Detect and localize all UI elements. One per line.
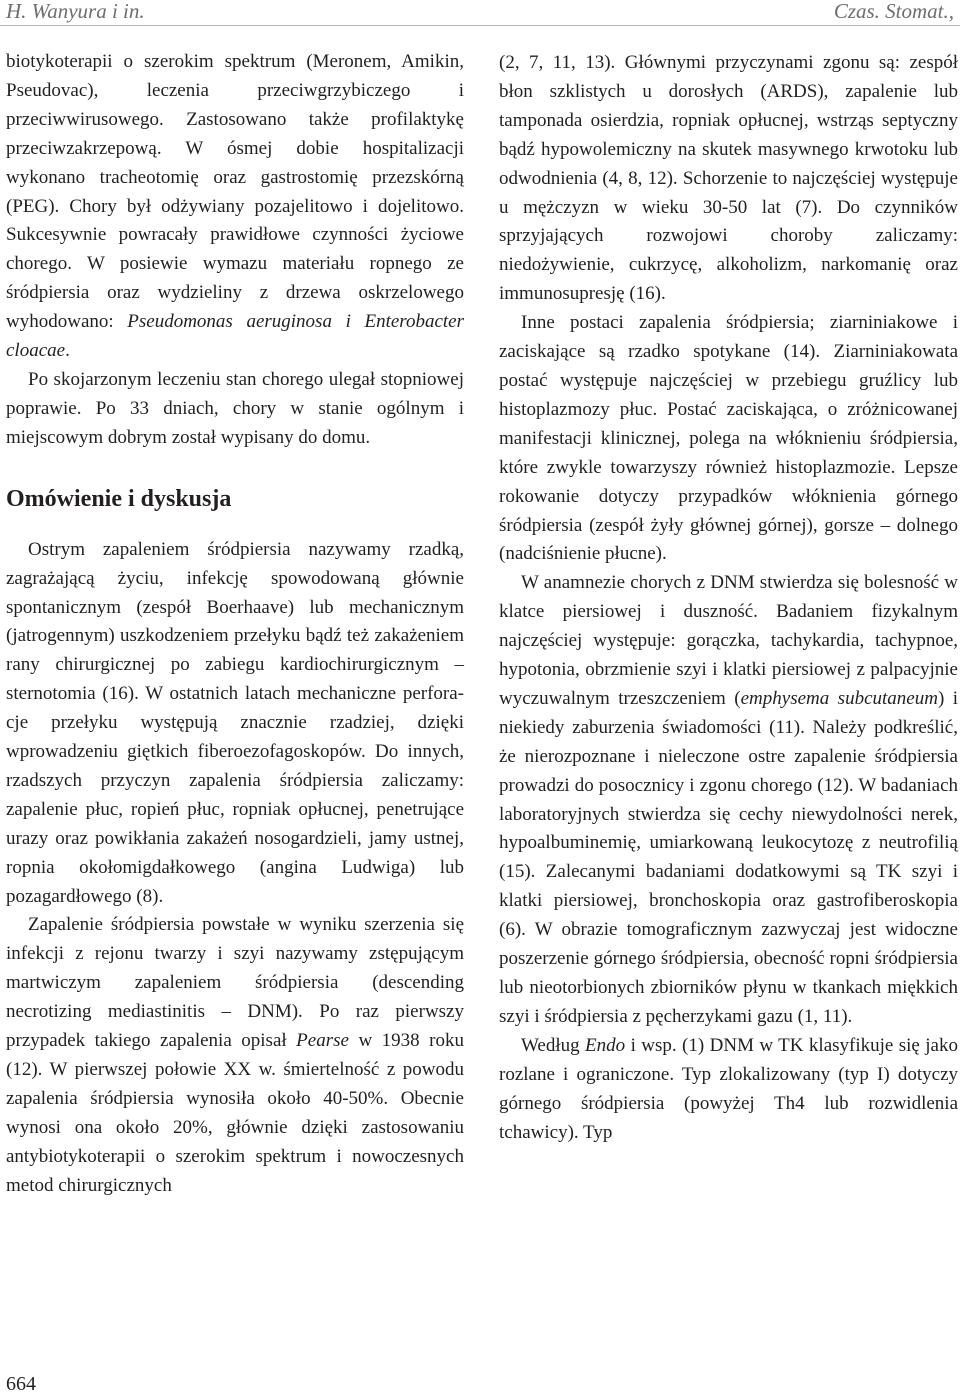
- paragraph-case-continuation: [6, 48, 464, 366]
- paragraph-anamnesis: [499, 569, 958, 1032]
- text-segment: i wsp. (1) DNM w TK klasyfikuje się jako rozlane i ograniczone. Typ zlokalizowany (typ I) dotyczy górnego śródpiersia (powyżej Th4 lub rozwidlenia tchawicy). Typ: [499, 1034, 958, 1143]
- author-name: Pearse: [296, 1030, 349, 1052]
- text-segment: .: [65, 340, 70, 362]
- latin-term: emphysema subcutaneum: [740, 687, 938, 709]
- paragraph-endo-classification: [499, 1032, 958, 1148]
- text-segment: W anamnezie chorych z DNM stwierdza się bolesność w klatce piersiowej i duszność. Badaniem fizykalnym najczęściej występuje: gorączka, tachykardia, tachypnoe, hypotonia, obrzmienie szyi i klatki piersiowej z palpacyjnie wyczuwalnym trzeszczeniem (: [499, 572, 958, 709]
- text-segment: biotykoterapii o szerokim spektrum (Meronem, Amikin, Pseudovac), leczenia przeciwgrzybiczego i przeciwwirusowego. Zastosowano także profilaktykę przeciwzakrzepową. W ósmej dobie hospitalizacji wykonano tracheotomię oraz gastrostomię przezskórną (PEG). Chory był odżywiany pozajelitowo i dojelitowo. Sukcesywnie powracały prawidłowe czynności życiowe chorego. W posiewie wymazu materiału ropnego ze śródpiersia oraz wydzieliny z drzewa oskrzelowego wyhodowano:: [6, 51, 464, 333]
- paragraph-mortality: (2, 7, 11, 13). Głównymi przyczynami zgonu są: zespół błon szklistych u dorosłych (ARDS), zapalenie lub tamponada osierdzia, ropniak opłucnej, wstrząs septyczny bądź hypowolemiczny na skutek masywnego krwotoku lub odwodnienia (4, 8, 12). Schorzenie to najczęściej występuje u mężczyzn w wieku 30-50 lat (7). Do czynników sprzyjających rozwojowi choroby zaliczamy: niedożywienie, cukrzycę, alkoholizm, narkomanię oraz immunosupresję (16).: [499, 52, 958, 305]
- text-segment: Zapalenie śródpiersia powstałe w wyniku szerzenia się infekcji z rejonu twarzy i szyi nazywamy zstępującym martwiczym zapaleniem śródpiersia (descending necrotizing mediastinitis – DNM). Po raz pierwszy przypadek takiego zapalenia opisał: [6, 914, 464, 1052]
- running-header: [0, 0, 960, 28]
- text-segment: w 1938 roku (12). W pierwszej połowie XX w. śmiertelność z powodu zapalenia śródpiersia wynosiła około 40-50%. Obecnie wynosi ona około 20%, głównie dzięki zastosowaniu antybiotykoterapii o szerokim spektrum i nowoczesnych metod chirurgicznych: [6, 1030, 464, 1196]
- text-segment: ) i niekiedy zaburzenia świadomości (11). Należy podkreślić, że nierozpoznane i nieleczone ostre zapalenie śródpiersia prowadzi do posocznicy i zgonu chorego (12). W badaniach laboratoryjnych stwierdza się cechy niewydolności nerek, hypoalbuminemię, umiarkowaną leukocytozę z neutrofilią (15). Zalecanymi badaniami dodatkowymi są TK szyi i klatki piersiowej, bronchoskopia oraz gastrofiberoskopia (6). W obrazie tomograficznym zazwyczaj jest widoczne poszerzenie górnego śródpiersia, obecność ropni śródpiersia lub nieotorbionych zbiorników płynu w tkankach miękkich szyi i śródpiersia z pęcherzykami gazu (1, 11).: [499, 687, 959, 1027]
- organism-names: Pseudomonas aeruginosa i Enterobacter cloacae: [6, 311, 465, 362]
- paragraph-definition: Ostrym zapaleniem śródpiersia nazywamy rzadką, zagrażającą życiu, infekcję spowodowaną głównie spontanicznym (zespół Boerhaave) lub mechanicznym (jatrogennym) uszkodzeniem przełyku bądź też zakażeniem rany chirurgicznej po zabiegu kardiochirurgicznym – sternotomia (16). W ostatnich latach mechaniczne perforacje przełyku występują znacznie rzadziej, dzięki wprowadzeniu giętkich fiberoezofagoskopów. Do innych, rzadszych przyczyn zapalenia śródpiersia zaliczamy: zapalenie płuc, ropień płuc, ropniak opłucnej, penetrujące urazy oraz powikłania zakażeń nosogardzieli, jamy ustnej, ropnia okołomigdałkowego (angina Ludwiga) lub pozagardłowego (8).: [6, 538, 464, 907]
- text-segment: Według: [521, 1034, 586, 1056]
- paragraph-recovery: Po skojarzonym leczeniu stan chorego ulegał stopniowej poprawie. Po 33 dniach, chory w stanie ogólnym i miejscowym dobrym został wypisany do domu.: [6, 368, 464, 448]
- header-rule: [0, 25, 960, 26]
- left-column: [6, 48, 464, 1201]
- header-authors: H. Wanyura i in.: [6, 0, 145, 23]
- right-column: [499, 49, 958, 1147]
- page-number: 664: [6, 1373, 36, 1395]
- paragraph-dnm: [6, 911, 464, 1200]
- paragraph-other-forms: Inne postaci zapalenia śródpiersia; ziarniniakowe i zaciskające są rzadko spotykane (14). Ziarniniakowata postać występuje najczęściej w przebiegu gruźlicy lub histoplazmozy płuc. Postać zaciskająca, o zróżnicowanej manifestacji klinicznej, polega na włóknieniu śródpiersia, które zwykle towarzyszy również histoplazmozie. Lepsze rokowanie dotyczy przypadków włóknienia górnego śródpiersia (zespół żyły głównej górnej), gorsze – dolnego (nadciśnienie płucne).: [499, 312, 958, 565]
- header-journal: Czas. Stomat.,: [833, 0, 954, 23]
- author-name: Endo: [585, 1034, 626, 1056]
- section-heading: Omówienie i dyskusja: [6, 485, 232, 512]
